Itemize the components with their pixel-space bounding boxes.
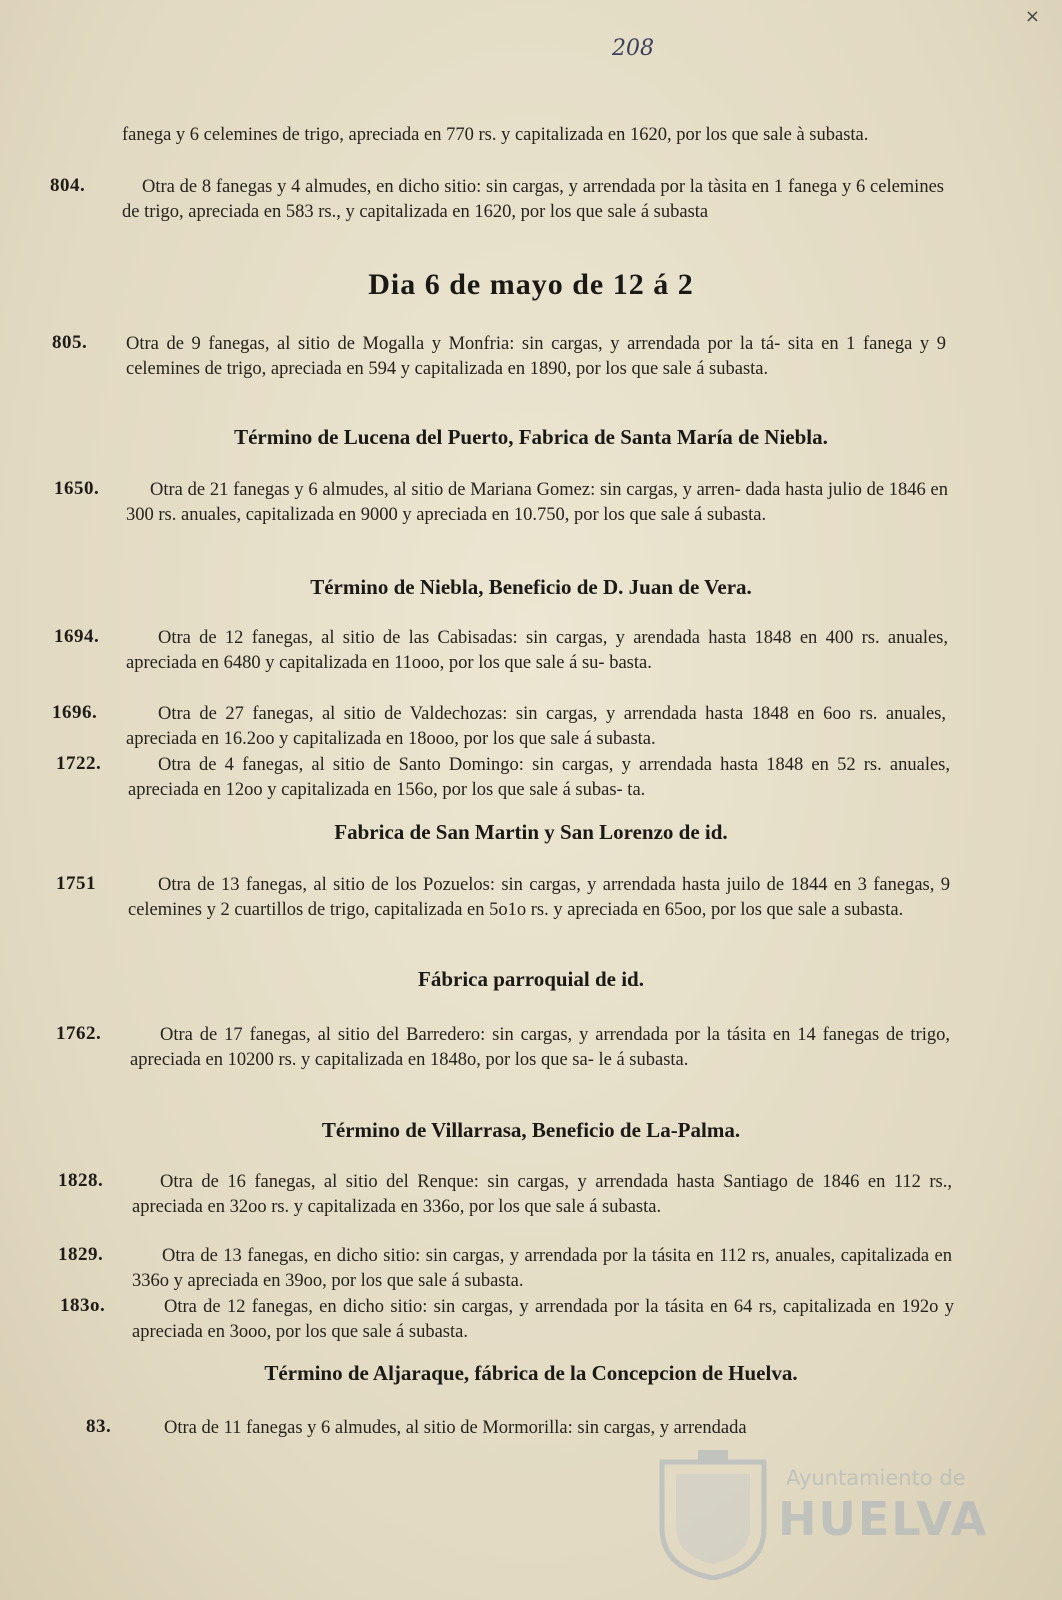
entry-number: 1650. xyxy=(54,478,100,499)
entry-text: Otra de 21 fanegas y 6 almudes, al sitio de Mariana Gomez: sin cargas, y arren- dada hasta julio de 1846 en 300 rs. anuales, capitalizada en 9000 y apreciada en 10.750, por los que sale á subasta. xyxy=(126,480,948,525)
watermark xyxy=(650,1450,989,1580)
entry-number: 1751 xyxy=(56,873,96,894)
section-heading: Fábrica parroquial de id. xyxy=(418,967,644,991)
entry-text: fanega y 6 celemines de trigo, apreciada en 770 rs. y capitalizada en 1620, por los que sale à subasta. xyxy=(122,125,869,145)
entry-number: 804. xyxy=(50,175,86,196)
entry-number: 1694. xyxy=(54,626,100,647)
entry-text: Otra de 12 fanegas, en dicho sitio: sin cargas, y arrendada por la tásita en 64 rs, capitalizada en 192o y apreciada en 3ooo, por los que sale á subasta. xyxy=(132,1297,954,1342)
entry-number: 1722. xyxy=(56,753,102,774)
entry-text: Otra de 4 fanegas, al sitio de Santo Domingo: sin cargas, y arrendada hasta 1848 en 52 rs. anuales, apreciada en 12oo y capitalizada en 156o, por los que sale á subas- ta. xyxy=(128,755,950,800)
entry-text: Otra de 9 fanegas, al sitio de Mogalla y Monfria: sin cargas, y arrendada por la tá- sita en 1 fanega y 9 celemines de trigo, apreciada en 594 y capitalizada en 1890, por los que sale á subasta. xyxy=(126,334,946,379)
section-heading: Término de Villarrasa, Beneficio de La-Palma. xyxy=(321,1118,741,1142)
watermark-line1: Ayuntamiento de xyxy=(786,1466,966,1490)
coat-of-arms-icon xyxy=(654,1450,772,1580)
entry-number: 1828. xyxy=(58,1170,104,1191)
entry-text: Otra de 8 fanegas y 4 almudes, en dicho sitio: sin cargas, y arrendada por la tàsita en 1 fanega y 6 celemines de trigo, apreciada en 583 rs., y capitalizada en 1620, por los que sale á subasta xyxy=(122,177,944,222)
entry-text: Otra de 13 fanegas, al sitio de los Pozuelos: sin cargas, y arrendada hasta juilo de 1844 en 3 fanegas, 9 celemines y 2 cuartillos de trigo, capitalizada en 5o1o rs. y apreciada en 65oo, por los que sale a subasta. xyxy=(128,875,950,920)
entry-number: 1762. xyxy=(56,1023,102,1044)
corner-mark: × xyxy=(1024,6,1040,27)
entry-text: Otra de 16 fanegas, al sitio del Renque: sin cargas, y arrendada hasta Santiago de 1846 en 112 rs., apreciada en 32oo rs. y capitalizada en 336o, por los que sale á subasta. xyxy=(132,1172,952,1217)
section-heading: Fabrica de San Martin y San Lorenzo de id. xyxy=(334,820,728,844)
section-heading: Término de Niebla, Beneficio de D. Juan de Vera. xyxy=(310,575,752,599)
page-number: 208 xyxy=(612,36,654,61)
entry-text: Otra de 13 fanegas, en dicho sitio: sin cargas, y arrendada por la tásita en 112 rs, anuales, capitalizada en 336o y apreciada en 39oo, por los que sale á subasta. xyxy=(132,1246,952,1291)
watermark-line2: HUELVA xyxy=(778,1492,989,1546)
section-heading: Término de Lucena del Puerto, Fabrica de Santa María de Niebla. xyxy=(234,425,828,449)
entry-text: Otra de 27 fanegas, al sitio de Valdechozas: sin cargas, y arrendada hasta 1848 en 6oo rs. anuales, apreciada en 16.2oo y capitalizada en 18ooo, por los que sale á subasta. xyxy=(126,704,946,749)
section-heading: Término de Aljaraque, fábrica de la Concepcion de Huelva. xyxy=(264,1361,798,1385)
entry-number: 1829. xyxy=(58,1244,104,1265)
entry-number: 183o. xyxy=(60,1295,106,1316)
entry-text: Otra de 12 fanegas, al sitio de las Cabisadas: sin cargas, y arendada hasta 1848 en 400 rs. anuales, apreciada en 6480 y capitalizada en 11ooo, por los que sale á su- basta. xyxy=(126,628,948,673)
entry-number: 805. xyxy=(52,332,88,353)
entry-text: Otra de 17 fanegas, al sitio del Barredero: sin cargas, y arrendada por la tásita en 14 fanegas de trigo, apreciada en 10200 rs. y capitalizada en 1848o, por los que sa- le á subasta. xyxy=(130,1025,950,1070)
entry-number: 83. xyxy=(86,1416,112,1437)
entry-text: Otra de 11 fanegas y 6 almudes, al sitio de Mormorilla: sin cargas, y arrendada xyxy=(164,1418,747,1438)
section-heading: Dia 6 de mayo de 12 á 2 xyxy=(368,268,694,301)
entry-number: 1696. xyxy=(52,702,98,723)
